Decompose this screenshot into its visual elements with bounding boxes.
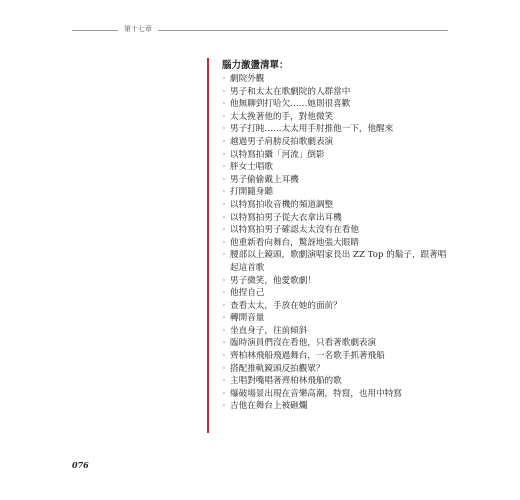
- section-title: 腦力激盪清單：: [222, 60, 289, 71]
- list-item: [218, 186, 450, 199]
- list-item-text: 男子微笑，他愛歌劇！: [230, 275, 316, 286]
- bullet-icon: ·: [222, 363, 226, 374]
- list-item: [218, 237, 450, 250]
- list-item-text: 男子和太太在歌劇院的人群當中: [230, 86, 351, 97]
- bullet-icon: ·: [222, 199, 226, 210]
- bullet-icon: ·: [222, 351, 226, 362]
- list-item-text: 他重新看向舞台，驚訝地張大眼睛: [230, 237, 359, 248]
- list-item: [218, 287, 450, 300]
- running-header-chapter: 第十七章: [124, 25, 152, 33]
- list-item-text: 坐直身子，往前傾斜: [230, 325, 308, 336]
- list-item: [218, 325, 450, 338]
- list-item: [218, 350, 450, 363]
- list-item: [218, 400, 450, 413]
- list-item-text: 他捏自己: [230, 288, 265, 299]
- list-item-text: 男子打盹……太太用手肘推他一下，他醒來: [230, 124, 394, 135]
- bullet-icon: ·: [222, 237, 226, 248]
- list-item-text: 以特寫拍收音機的頻道調整: [230, 199, 334, 210]
- bullet-icon: ·: [222, 86, 226, 97]
- bullet-icon: ·: [222, 174, 226, 185]
- list-item-text: 爆破場景出現在音樂高潮，特寫，也用中特寫: [230, 388, 402, 399]
- list-item-text: 臨時演員們沒在看他，只看著歌劇表演: [230, 338, 377, 349]
- list-item-text: 轉開音量: [230, 313, 265, 324]
- list-item: [218, 363, 450, 376]
- list-item: [218, 224, 450, 237]
- header-rule-right: [158, 30, 448, 31]
- list-item-text: 吉他在舞台上被砸爛: [230, 401, 308, 412]
- list-item-text: 他無聊到打哈欠……她則很喜歡: [230, 99, 351, 110]
- list-item-text: 查看太太，手放在她的面前？: [230, 300, 342, 311]
- list-item-text: 腰部以上鏡頭，歌劇演唱家長出 ZZ Top 的鬍子，跟著唱起這首歌: [230, 250, 447, 273]
- bullet-icon: ·: [222, 288, 226, 299]
- section-accent-rule: [207, 58, 209, 433]
- bullet-icon: ·: [222, 187, 226, 198]
- page-number: 076: [72, 460, 89, 470]
- bullet-icon: ·: [222, 388, 226, 399]
- bullet-icon: ·: [222, 212, 226, 223]
- list-item: [218, 86, 450, 99]
- list-item-text: 男子偷偷戴上耳機: [230, 174, 299, 185]
- list-item: [218, 149, 450, 162]
- bullet-icon: ·: [222, 124, 226, 135]
- list-item: [218, 337, 450, 350]
- brainstorm-list: [218, 73, 450, 413]
- bullet-icon: ·: [222, 162, 226, 173]
- bullet-icon: ·: [222, 401, 226, 412]
- bullet-icon: ·: [222, 250, 226, 261]
- list-item: [218, 212, 450, 225]
- list-item-text: 齊柏林飛船飛過舞台，一名歌手抓著飛船: [230, 351, 385, 362]
- bullet-icon: ·: [222, 275, 226, 286]
- list-item-text: 劇院外觀: [230, 74, 265, 84]
- list-item-text: 太太挽著他的手，對他微笑: [230, 111, 334, 122]
- list-item: [218, 161, 450, 174]
- list-item: [218, 199, 450, 212]
- list-item: [218, 275, 450, 288]
- list-item: [218, 312, 450, 325]
- bullet-icon: ·: [222, 225, 226, 236]
- list-item: [218, 111, 450, 124]
- bullet-icon: ·: [222, 376, 226, 387]
- header-rule-left: [72, 30, 118, 31]
- list-item: [218, 300, 450, 313]
- list-item: [218, 123, 450, 136]
- list-item-text: 以特寫拍男子從大衣拿出耳機: [230, 212, 342, 223]
- bullet-icon: ·: [222, 300, 226, 311]
- list-item: [218, 136, 450, 149]
- bullet-icon: ·: [222, 313, 226, 324]
- bullet-icon: ·: [222, 149, 226, 160]
- list-item: [218, 73, 450, 86]
- bullet-icon: ·: [222, 325, 226, 336]
- list-item: [218, 249, 450, 274]
- list-item-text: 胖女士唱歌: [230, 162, 273, 173]
- bullet-icon: ·: [222, 74, 226, 84]
- list-item-text: 打開隨身聽: [230, 187, 273, 198]
- list-item: [218, 98, 450, 111]
- bullet-icon: ·: [222, 136, 226, 147]
- list-item: [218, 375, 450, 388]
- list-item-text: 主唱對嘴唱著齊柏林飛船的歌: [230, 376, 342, 387]
- list-item-text: 以特寫拍攝「河流」倒影: [230, 149, 325, 160]
- list-item: [218, 174, 450, 187]
- list-item: [218, 388, 450, 401]
- list-item-text: 越過男子肩膀反拍歌劇表演: [230, 136, 334, 147]
- list-item-text: 搭配推軌鏡頭反拍觀眾？: [230, 363, 325, 374]
- bullet-icon: ·: [222, 338, 226, 349]
- bullet-icon: ·: [222, 111, 226, 122]
- list-item-text: 以特寫拍男子確認太太沒有在看他: [230, 225, 359, 236]
- bullet-icon: ·: [222, 99, 226, 110]
